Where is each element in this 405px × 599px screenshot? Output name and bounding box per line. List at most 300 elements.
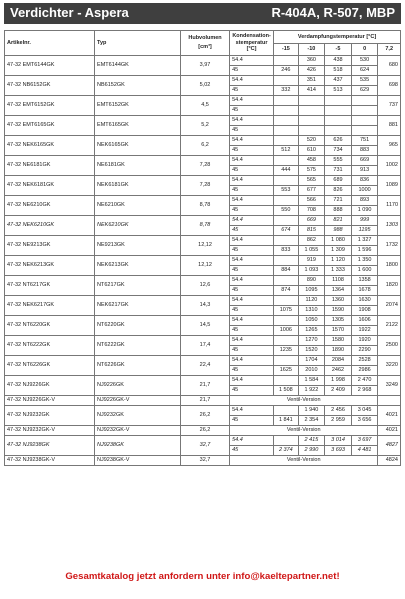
cond-temp-cell: 54.4 [230,316,274,326]
cond-temp-cell: 54.4 [230,76,274,86]
value-cell: 1360 [325,296,352,306]
table-row [5,396,401,406]
value-cell [298,126,325,136]
cond-temp-cell: 54.4 [230,406,274,416]
cond-temp-cell: 45 [230,146,274,156]
value-cell: 988 [325,226,352,236]
volume-cell: 17,4 [180,336,229,356]
cond-temp-cell: 45 [230,186,274,196]
value-cell: 1625 [274,366,299,376]
cond-temp-cell: 54.4 [230,216,274,226]
value-cell [274,216,299,226]
value-cell: 1 090 [351,206,378,216]
volume-cell: 5,2 [180,116,229,136]
value-cell: 1095 [298,286,325,296]
value-cell: 1570 [325,326,352,336]
type-cell: EMT6165GK [95,116,181,136]
value-cell: 414 [298,86,325,96]
value-cell [274,76,299,86]
value-cell [274,236,299,246]
value-cell [274,376,299,386]
value-cell [274,316,299,326]
cond-temp-cell: 54.4 [230,296,274,306]
value-cell: 332 [274,86,299,96]
value-cell: 1 327 [351,236,378,246]
value-cell: 1 333 [325,266,352,276]
cond-temp-cell: 45 [230,416,274,426]
value-cell [274,356,299,366]
value-cell [274,106,299,116]
table-row [5,436,401,446]
article-cell: 47-32 NT6226GK [5,356,95,376]
table-row [5,356,401,366]
refrigerant-label: R-404A, R-507, MBP [271,5,395,20]
value-cell: 438 [325,56,352,66]
cond-temp-cell: 54.4 [230,176,274,186]
power-cell: 4021 [378,426,401,436]
value-cell: 1606 [351,316,378,326]
power-cell [378,396,401,406]
value-cell: 1908 [351,306,378,316]
table-row [5,456,401,466]
cond-temp-cell: 54.4 [230,336,274,346]
value-cell: 1 998 [325,376,352,386]
header-volume: Hubvolumen [cm³] [180,31,229,56]
power-cell: 1800 [378,256,401,276]
value-cell: 2 354 [298,416,325,426]
value-cell: 734 [325,146,352,156]
value-cell: 1 922 [298,386,325,396]
type-cell: NJ9232GK [95,406,181,426]
value-cell: 833 [274,246,299,256]
cond-temp-cell: 45 [230,266,274,276]
volume-cell: 26,2 [180,426,229,436]
type-cell: NT6222GK [95,336,181,356]
power-cell: 2500 [378,336,401,356]
volume-cell: 12,12 [180,256,229,276]
volume-cell: 5,02 [180,76,229,96]
value-cell: 826 [325,186,352,196]
value-cell: 2290 [351,346,378,356]
value-cell: 555 [325,156,352,166]
table-row [5,76,401,86]
article-cell: 47-32 EMT6144GK [5,56,95,76]
type-cell: NT6220GK [95,316,181,336]
cond-temp-cell: 45 [230,326,274,336]
value-cell [274,406,299,416]
type-cell: NT6226GK [95,356,181,376]
value-cell: 674 [274,226,299,236]
power-cell: 3220 [378,356,401,376]
value-cell: 999 [351,216,378,226]
value-cell: 2 374 [274,446,299,456]
article-cell: 47-32 NJ9232GK [5,406,95,426]
article-cell: 47-32 NEK6210GK [5,216,95,236]
power-cell: 4824 [378,456,401,466]
table-row [5,376,401,386]
value-cell [351,116,378,126]
value-cell: 351 [298,76,325,86]
volume-cell: 4,5 [180,96,229,116]
article-cell: 47-32 NJ9226GK [5,376,95,396]
volume-cell: 14,3 [180,296,229,316]
value-cell: 1678 [351,286,378,296]
table-row [5,236,401,246]
value-cell: 426 [298,66,325,76]
table-row [5,406,401,416]
page-header [4,3,401,24]
cond-temp-cell: 45 [230,226,274,236]
table-row [5,96,401,106]
header-evaporation: Verdampfungstemperatur [°C] [274,31,401,44]
value-cell: 2 456 [325,406,352,416]
power-cell: 2074 [378,296,401,316]
value-cell: 626 [325,136,352,146]
value-cell [325,106,352,116]
value-cell [325,96,352,106]
value-cell [274,336,299,346]
value-cell: 1075 [274,306,299,316]
volume-cell: 26,2 [180,406,229,426]
value-cell: 1 584 [298,376,325,386]
value-cell: 1108 [325,276,352,286]
compressor-table [4,30,401,466]
value-cell: 1270 [298,336,325,346]
article-cell: 47-32 NT6220GK [5,316,95,336]
cond-temp-cell: 45 [230,446,274,456]
value-cell: 530 [351,56,378,66]
value-cell: 1 350 [351,256,378,266]
power-cell: 1002 [378,156,401,176]
type-cell: NJ9238GK [95,436,181,456]
value-cell [351,106,378,116]
value-cell [298,116,325,126]
volume-cell: 8,78 [180,196,229,216]
power-cell: 1089 [378,176,401,196]
volume-cell: 12,12 [180,236,229,256]
value-cell [274,176,299,186]
value-cell: 610 [298,146,325,156]
cond-temp-cell: 45 [230,306,274,316]
value-cell: 2528 [351,356,378,366]
value-cell: 1 309 [325,246,352,256]
value-cell: 575 [298,166,325,176]
value-cell: 1235 [274,346,299,356]
type-cell: NE6210GK [95,196,181,216]
value-cell: 1890 [325,346,352,356]
value-cell: 1006 [274,326,299,336]
value-cell: 3 045 [351,406,378,416]
table-row [5,296,401,306]
volume-cell: 6,2 [180,136,229,156]
value-cell: 1305 [325,316,352,326]
table-row [5,156,401,166]
note-cell: Ventil-Version [230,456,378,466]
cond-temp-cell: 54.4 [230,436,274,446]
value-cell: 2 470 [351,376,378,386]
value-cell: 677 [298,186,325,196]
value-cell: 1120 [298,296,325,306]
value-cell: 2462 [325,366,352,376]
value-cell: 1920 [351,336,378,346]
volume-cell: 12,6 [180,276,229,296]
value-cell [274,196,299,206]
table-row [5,216,401,226]
value-cell: 437 [325,76,352,86]
header-type: Typ [95,31,181,56]
value-cell: 4 481 [351,446,378,456]
power-cell: 698 [378,76,401,96]
value-cell: 874 [274,286,299,296]
power-cell: 1170 [378,196,401,216]
cond-temp-cell: 45 [230,126,274,136]
value-cell [351,126,378,136]
type-cell: NE6181GK [95,156,181,176]
value-cell: 1 940 [298,406,325,416]
cond-temp-cell: 54.4 [230,376,274,386]
value-cell: 1704 [298,356,325,366]
value-cell: 1265 [298,326,325,336]
table-row [5,176,401,186]
volume-cell: 21,7 [180,376,229,396]
power-cell: 1732 [378,236,401,256]
value-cell: 2 959 [325,416,352,426]
cond-temp-cell: 45 [230,246,274,256]
value-cell: 821 [325,216,352,226]
value-cell: 513 [325,86,352,96]
volume-cell: 7,28 [180,176,229,196]
value-cell: 919 [298,256,325,266]
volume-cell: 21,7 [180,396,229,406]
cond-temp-cell: 45 [230,346,274,356]
value-cell: 1310 [298,306,325,316]
value-cell: 1520 [298,346,325,356]
value-cell: 1358 [351,276,378,286]
cond-temp-cell: 45 [230,286,274,296]
value-cell: 1364 [325,286,352,296]
article-cell: 47-32 NJ9232GK-V [5,426,95,436]
table-row [5,426,401,436]
cond-temp-cell: 54.4 [230,356,274,366]
value-cell: 550 [274,206,299,216]
table-body [5,56,401,466]
value-cell: 246 [274,66,299,76]
value-cell [274,276,299,286]
value-cell: 1195 [351,226,378,236]
type-cell: EMT6152GK [95,96,181,116]
article-cell: 47-32 NT6222GK [5,336,95,356]
header-evap-col: 7,2 [378,44,401,56]
value-cell: 3 693 [325,446,352,456]
value-cell: 721 [325,196,352,206]
value-cell: 893 [351,196,378,206]
value-cell: 518 [325,66,352,76]
power-cell: 680 [378,56,401,76]
value-cell: 553 [274,186,299,196]
note-cell: Ventil-Version [230,426,378,436]
article-cell: 47-32 NE9213GK [5,236,95,256]
cond-temp-cell: 54.4 [230,236,274,246]
value-cell: 2084 [325,356,352,366]
value-cell: 1 841 [274,416,299,426]
article-cell: 47-32 NB6152GK [5,76,95,96]
value-cell: 1 600 [351,266,378,276]
value-cell: 2 990 [298,446,325,456]
value-cell: 2 409 [325,386,352,396]
article-cell: 47-32 NJ9238GK-V [5,456,95,466]
cond-temp-cell: 45 [230,206,274,216]
value-cell: 520 [298,136,325,146]
volume-cell: 22,4 [180,356,229,376]
power-cell: 3249 [378,376,401,396]
article-cell: 47-32 NT6217GK [5,276,95,296]
cond-temp-cell: 54.4 [230,136,274,146]
value-cell: 1 596 [351,246,378,256]
cond-temp-cell: 45 [230,166,274,176]
power-cell: 737 [378,96,401,116]
power-cell: 1820 [378,276,401,296]
value-cell: 836 [351,176,378,186]
value-cell: 512 [274,146,299,156]
value-cell [274,136,299,146]
type-cell: EMT6144GK [95,56,181,76]
value-cell: 624 [351,66,378,76]
type-cell: NJ9238GK-V [95,456,181,466]
value-cell: 565 [298,176,325,186]
value-cell [274,96,299,106]
article-cell: 47-32 NEK6165GK [5,136,95,156]
cond-temp-cell: 45 [230,106,274,116]
value-cell [325,116,352,126]
value-cell: 884 [274,266,299,276]
header-evap-col: -15 [274,44,299,56]
value-cell [274,56,299,66]
value-cell: 566 [298,196,325,206]
value-cell: 1922 [351,326,378,336]
header-condensation: Kondensation-stemperatur [°C] [230,31,274,56]
type-cell: NT6217GK [95,276,181,296]
value-cell: 888 [325,206,352,216]
power-cell: 881 [378,116,401,136]
value-cell: 731 [325,166,352,176]
header-article: Artikelnr. [5,31,95,56]
value-cell [298,96,325,106]
cond-temp-cell: 54.4 [230,56,274,66]
value-cell: 913 [351,166,378,176]
value-cell: 535 [351,76,378,86]
value-cell [274,296,299,306]
cond-temp-cell: 54.4 [230,256,274,266]
article-cell: 47-32 NJ9238GK [5,436,95,456]
value-cell: 1000 [351,186,378,196]
value-cell: 2 968 [351,386,378,396]
type-cell: NEK6165GK [95,136,181,156]
header-evap-col: 0 [351,44,378,56]
type-cell: NEK6217GK [95,296,181,316]
value-cell: 751 [351,136,378,146]
cond-temp-cell: 45 [230,66,274,76]
type-cell: NEK6213GK [95,256,181,276]
table-row [5,56,401,66]
value-cell: 629 [351,86,378,96]
article-cell: 47-32 EMT6152GK [5,96,95,116]
value-cell: 2986 [351,366,378,376]
type-cell: NB6152GK [95,76,181,96]
value-cell: 1580 [325,336,352,346]
cond-temp-cell: 45 [230,366,274,376]
note-cell: Ventil-Version [230,396,378,406]
power-cell: 2122 [378,316,401,336]
value-cell [274,116,299,126]
cond-temp-cell: 54.4 [230,116,274,126]
power-cell: 1303 [378,216,401,236]
table-row [5,276,401,286]
article-cell: 47-32 EMT6165GK [5,116,95,136]
value-cell: 360 [298,56,325,66]
article-cell: 47-32 NEK6217GK [5,296,95,316]
value-cell: 458 [298,156,325,166]
volume-cell: 32,7 [180,436,229,456]
value-cell: 2 415 [298,436,325,446]
value-cell: 3 656 [351,416,378,426]
cond-temp-cell: 54.4 [230,196,274,206]
value-cell: 669 [351,156,378,166]
value-cell [274,126,299,136]
power-cell: 4021 [378,406,401,426]
volume-cell: 7,28 [180,156,229,176]
value-cell: 890 [298,276,325,286]
article-cell: 47-32 NEK6181GK [5,176,95,196]
value-cell: 2010 [298,366,325,376]
power-cell: 965 [378,136,401,156]
type-cell: NJ9226GK [95,376,181,396]
cond-temp-cell: 45 [230,386,274,396]
volume-cell: 8,78 [180,216,229,236]
value-cell: 1 080 [325,236,352,246]
value-cell: 3 697 [351,436,378,446]
article-cell: 47-32 NE6181GK [5,156,95,176]
power-cell: 4827 [378,436,401,456]
type-cell: NEK6210GK [95,216,181,236]
value-cell: 1 093 [298,266,325,276]
value-cell [274,436,299,446]
value-cell: 1 120 [325,256,352,266]
value-cell: 883 [351,146,378,156]
value-cell [274,256,299,266]
value-cell: 3 014 [325,436,352,446]
type-cell: NE9213GK [95,236,181,256]
value-cell: 444 [274,166,299,176]
article-cell: 47-32 NJ9226GK-V [5,396,95,406]
table-row [5,336,401,346]
type-cell: NJ9232GK-V [95,426,181,436]
value-cell [298,106,325,116]
cond-temp-cell: 45 [230,86,274,96]
type-cell: NJ9226GK-V [95,396,181,406]
value-cell: 1050 [298,316,325,326]
value-cell: 689 [325,176,352,186]
article-cell: 47-32 NE6210GK [5,196,95,216]
table-row [5,136,401,146]
type-cell: NEK6181GK [95,176,181,196]
footer-callout: Gesamtkatalog jetzt anfordern unter info@kaeltepartner.net! [65,571,340,582]
table-row [5,316,401,326]
value-cell [274,156,299,166]
table-row [5,116,401,126]
volume-cell: 3,97 [180,56,229,76]
header-evap-col: -10 [298,44,325,56]
cond-temp-cell: 54.4 [230,96,274,106]
